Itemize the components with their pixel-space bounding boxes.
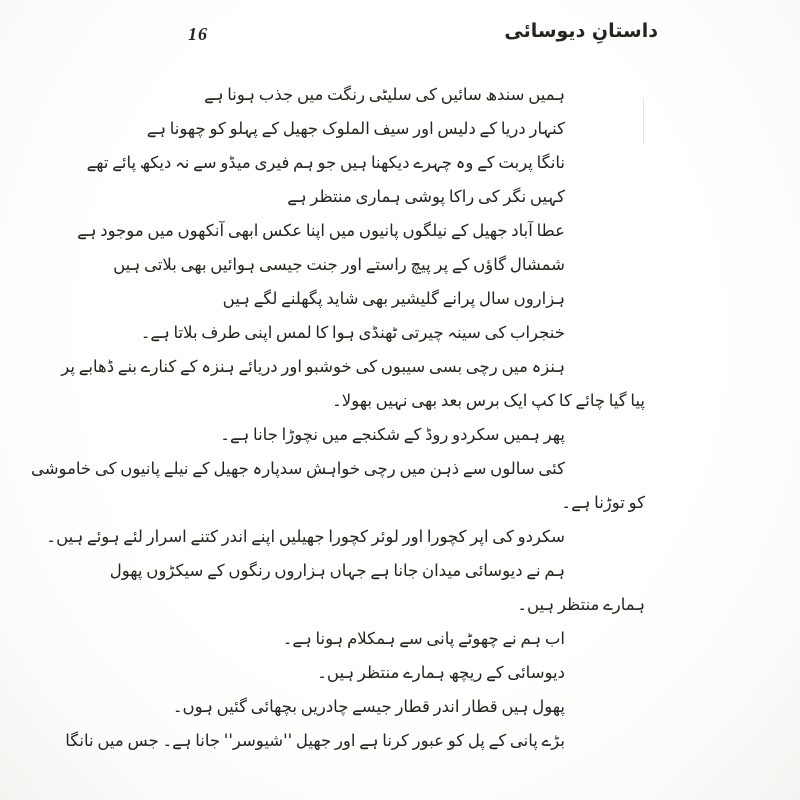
text-line: پیا گیا چائے کا کپ ایک برس بعد بھی نہیں بھولا۔ xyxy=(332,391,645,410)
text-line: کو توڑنا ہے۔ xyxy=(561,493,645,512)
page-number: 16 xyxy=(188,24,208,44)
text-line: نانگا پربت کے وہ چہرے دیکھنا ہیں جو ہم فیری میڈو سے نہ دیکھ پائے تھے xyxy=(86,153,565,172)
text-line: ہم نے دیوسائی میدان جانا ہے جہاں ہزاروں رنگوں کے سیکڑوں پھول xyxy=(109,561,565,580)
page-header xyxy=(150,20,658,54)
text-line: خنجراب کی سینہ چیرتی ٹھنڈی ہوا کا لمس اپنی طرف بلاتا ہے۔ xyxy=(140,323,565,342)
body-text xyxy=(30,78,645,758)
text-line: بڑے پانی کے پل کو عبور کرنا ہے اور جھیل ''شیوسر'' جانا ہے۔ جس میں نانگا xyxy=(65,731,565,750)
text-line: شمشال گاؤں کے پر پیچ راستے اور جنت جیسی ہوائیں بھی بلاتی ہیں xyxy=(113,255,565,274)
text-line: سکردو کی اپر کچورا اور لوئر کچورا جھیلیں اپنے اندر کتنے اسرار لئے ہوئے ہیں۔ xyxy=(46,527,565,546)
text-line: ہنزہ میں رچی بسی سیبوں کی خوشبو اور دریائے ہنزہ کے کنارے بنے ڈھابے پر xyxy=(61,357,565,376)
book-title: داستانِ دیوسائی xyxy=(504,20,658,42)
text-line: دیوسائی کے ریچھ ہمارے منتظر ہیں۔ xyxy=(317,663,565,682)
text-line: ہمارے منتظر ہیں۔ xyxy=(517,595,645,614)
text-line: پھول ہیں قطار اندر قطار جیسے چادریں بچھائی گئیں ہوں۔ xyxy=(172,697,565,716)
text-line: ہزاروں سال پرانے گلیشیر بھی شاید پگھلنے لگے ہیں xyxy=(222,289,565,308)
text-line: اب ہم نے چھوٹے پانی سے ہمکلام ہونا ہے۔ xyxy=(282,629,565,648)
text-line: ہمیں سندھ سائیں کی سلیٹی رنگت میں جذب ہونا ہے xyxy=(204,85,565,104)
text-line: کہیں نگر کی راکا پوشی ہماری منتظر ہے xyxy=(287,187,565,206)
text-line: عطا آباد جھیل کے نیلگوں پانیوں میں اپنا عکس ابھی آنکھوں میں موجود ہے xyxy=(77,221,565,240)
text-line: کئی سالوں سے ذہن میں رچی خواہش سدپارہ جھیل کے نیلے پانیوں کی خاموشی xyxy=(30,459,565,478)
text-line: پھر ہمیں سکردو روڈ کے شکنجے میں نچوڑا جانا ہے۔ xyxy=(220,425,565,444)
text-line: کنہار دریا کے دلیس اور سیف الملوک جھیل کے پہلو کو چھونا ہے xyxy=(146,119,565,138)
